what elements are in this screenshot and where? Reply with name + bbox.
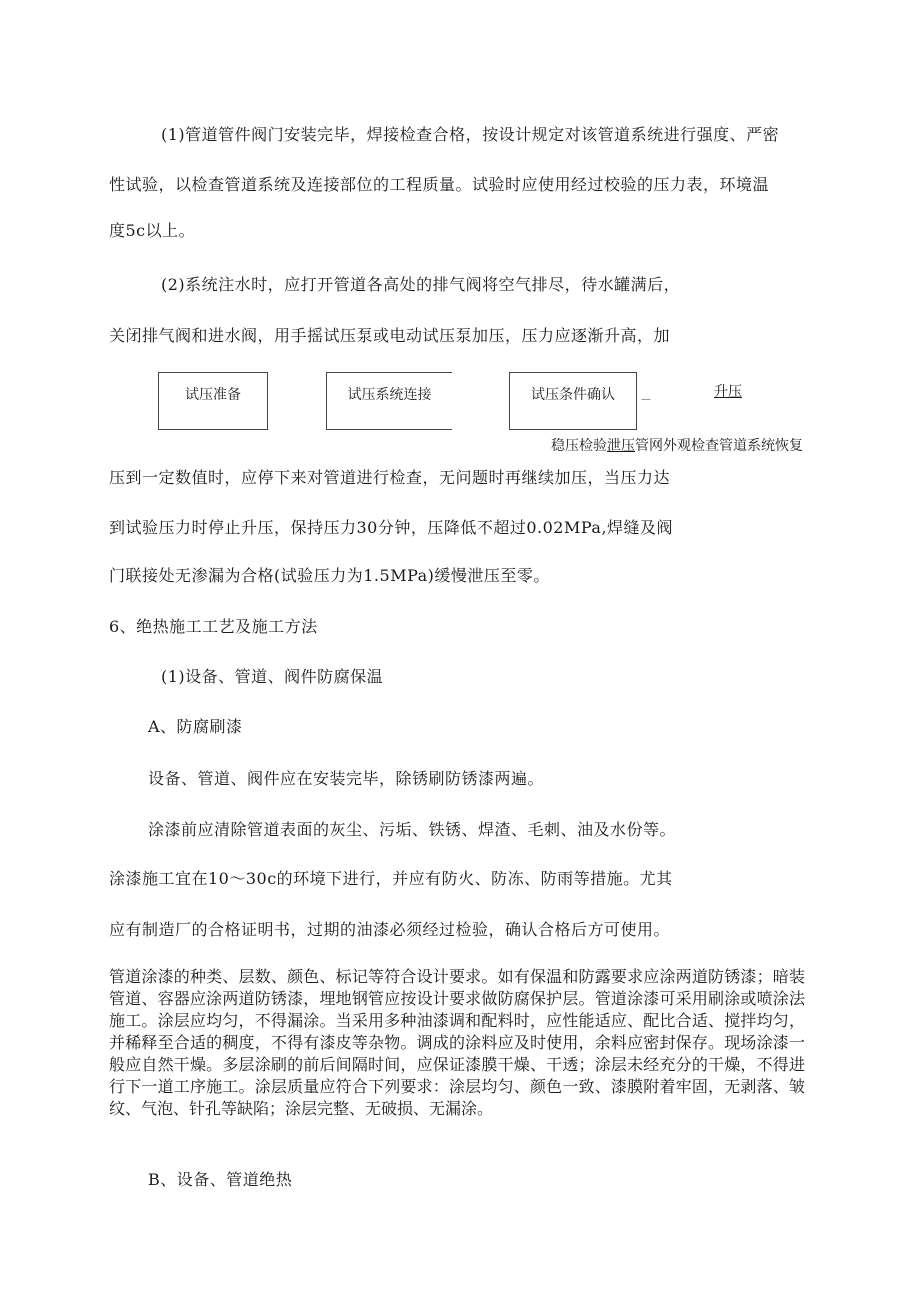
flow-step-confirm: 试压条件确认 xyxy=(509,372,637,430)
paragraph-coating-requirements: 管道涂漆的种类、层数、颜色、标记等符合设计要求。如有保温和防露要求应涂两道防锈漆；暗装管道、容器应涂两道防锈漆，埋地钢管应按设计要求做防腐保护层。管道涂漆可采用刷涂或喷涂法施工。涂层应均匀，不得漏涂。当采用多种油漆调和配料时，应性能适应、配比合适、搅拌均匀，并稀释至合适的稠度，不得有漆皮等杂物。调成的涂料应及时使用，余料应密封保存。现场涂漆一般应自然干燥。多层涂刷的前后间隔时间，应保证漆膜干燥、干透；涂层未经充分的干燥，不得进行下一道工序施工。涂层质量应符合下列要求：涂层均匀、颜色一致、漆膜附着牢固，无剥落、皱纹、气泡、针孔等缺陷；涂层完整、无破损、无漏涂。 xyxy=(109,967,805,1118)
text-line: 涂漆前应清除管道表面的灰尘、污垢、铁锈、焊渣、毛刺、油及水份等。 xyxy=(148,820,677,839)
text-line: (1)管道管件阀门安装完毕，焊接检查合格，按设计规定对该管道系统进行强度、严密 xyxy=(161,125,780,144)
subsection-heading-anticorrosion: (1)设备、管道、阀件防腐保温 xyxy=(161,667,384,686)
flow-steps-row2 xyxy=(551,435,803,455)
flow-connector: — xyxy=(641,394,651,405)
flow-step-release: 泄压 xyxy=(607,438,635,454)
flow-step-stabilize: 稳压检验 xyxy=(551,438,607,454)
section-heading-insulation: 6、绝热施工工艺及施工方法 xyxy=(109,617,318,636)
flow-step-prepare: 试压准备 xyxy=(158,372,268,430)
text-line: 应有制造厂的合格证明书，过期的油漆必须经过检验，确认合格后方可使用。 xyxy=(109,920,671,939)
subsection-heading-insulation: B、设备、管道绝热 xyxy=(148,1170,293,1189)
flow-step-raise-pressure: 升压 xyxy=(714,384,742,400)
text-line: 关闭排气阀和进水阀，用手摇试压泵或电动试压泵加压，压力应逐渐升高，加 xyxy=(109,326,671,345)
text-line: 到试验压力时停止升压，保持压力30分钟，压降低不超过0.02MPa,焊缝及阀 xyxy=(109,518,674,537)
text-line: 性试验，以检查管道系统及连接部位的工程质量。试验时应使用经过校验的压力表，环境温 xyxy=(109,175,770,194)
flow-step-inspect-restore: 管网外观检查管道系统恢复 xyxy=(635,438,803,454)
text-line: 涂漆施工宜在10～30c的环境下进行，并应有防火、防冻、防雨等措施。尤其 xyxy=(109,869,673,888)
text-line: 压到一定数值时，应停下来对管道进行检查，无问题时再继续加压，当压力达 xyxy=(109,468,671,487)
text-line: 度5c以上。 xyxy=(109,221,196,240)
text-line: 设备、管道、阀件应在安装完毕，除锈刷防锈漆两遍。 xyxy=(148,769,545,788)
subsection-heading-painting: A、防腐刷漆 xyxy=(148,717,243,736)
text-line: 门联接处无渗漏为合格(试验压力为1.5MPa)缓慢泄压至零。 xyxy=(109,566,550,585)
text-line: (2)系统注水时，应打开管道各高处的排气阀将空气排尽，待水罐满后， xyxy=(161,275,681,294)
flow-step-connect: 试压系统连接 xyxy=(326,372,452,430)
